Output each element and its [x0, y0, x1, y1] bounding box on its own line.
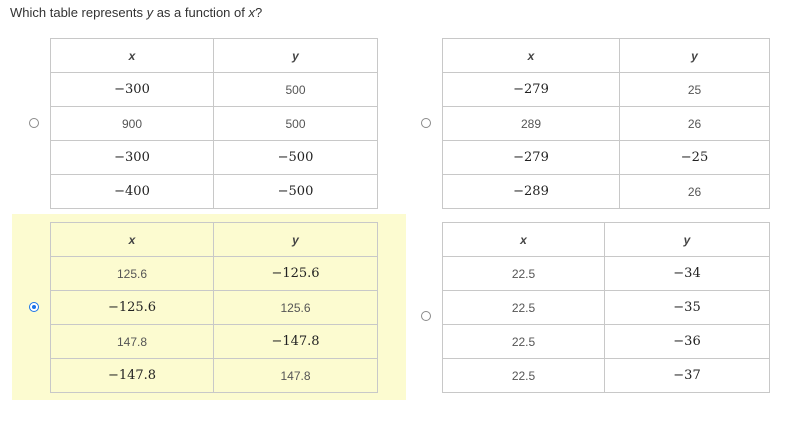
table-header-x: x — [51, 223, 214, 257]
table-header-x: x — [443, 39, 620, 73]
table-row — [443, 73, 770, 107]
table-row — [51, 107, 378, 141]
value-table-d — [442, 222, 770, 393]
question-var-x: x — [248, 5, 255, 20]
table-row — [51, 291, 378, 325]
table-row — [443, 107, 770, 141]
question-var-y: y — [146, 5, 154, 20]
question-suffix: ? — [254, 5, 263, 20]
table-cell: 26 — [620, 175, 770, 209]
table-row — [443, 141, 770, 175]
answer-option-a[interactable] — [10, 33, 400, 211]
table-row — [443, 325, 770, 359]
table-cell: 500 — [214, 107, 378, 141]
table-row — [51, 141, 378, 175]
value-table-a — [50, 38, 378, 209]
table-cell: 22.5 — [443, 359, 605, 393]
table-header-y: y — [214, 223, 378, 257]
table-cell: −279 — [443, 141, 620, 175]
table-cell: −37 — [605, 359, 770, 393]
table-header-x: x — [51, 39, 214, 73]
table-row — [443, 291, 770, 325]
table-cell: −125.6 — [214, 257, 378, 291]
table-row — [51, 175, 378, 209]
question-middle: as a function of — [153, 5, 249, 20]
table-cell: 147.8 — [51, 325, 214, 359]
table-cell: −36 — [605, 325, 770, 359]
table-cell: 22.5 — [443, 257, 605, 291]
table-cell: 22.5 — [443, 291, 605, 325]
table-cell: 147.8 — [214, 359, 378, 393]
table-cell: −279 — [443, 73, 620, 107]
value-table-c — [50, 222, 378, 393]
table-cell: −147.8 — [51, 359, 214, 393]
table-cell: 26 — [620, 107, 770, 141]
radio-button-option-b[interactable] — [421, 118, 431, 128]
table-cell: 125.6 — [51, 257, 214, 291]
radio-button-option-d[interactable] — [421, 311, 431, 321]
table-header-x: x — [443, 223, 605, 257]
radio-button-option-c[interactable] — [29, 302, 39, 312]
answer-option-c[interactable] — [12, 214, 406, 400]
table-header-y: y — [605, 223, 770, 257]
table-row — [443, 359, 770, 393]
table-cell: 500 — [214, 73, 378, 107]
table-row — [51, 359, 378, 393]
table-cell: 25 — [620, 73, 770, 107]
answer-option-b[interactable] — [410, 33, 790, 211]
table-header-y: y — [214, 39, 378, 73]
table-row — [51, 73, 378, 107]
table-header-y: y — [620, 39, 770, 73]
table-cell: −34 — [605, 257, 770, 291]
table-cell: −300 — [51, 141, 214, 175]
question-text — [10, 5, 262, 20]
table-row — [51, 325, 378, 359]
table-cell: −500 — [214, 141, 378, 175]
table-row — [51, 257, 378, 291]
table-cell: 900 — [51, 107, 214, 141]
table-cell: −35 — [605, 291, 770, 325]
question-prefix: Which table represents — [10, 5, 147, 20]
table-cell: −300 — [51, 73, 214, 107]
radio-button-option-a[interactable] — [29, 118, 39, 128]
table-cell: −125.6 — [51, 291, 214, 325]
table-cell: −289 — [443, 175, 620, 209]
table-row — [443, 175, 770, 209]
table-cell: −25 — [620, 141, 770, 175]
table-cell: 22.5 — [443, 325, 605, 359]
table-cell: −500 — [214, 175, 378, 209]
table-cell: −400 — [51, 175, 214, 209]
table-cell: −147.8 — [214, 325, 378, 359]
table-row — [443, 257, 770, 291]
table-cell: 125.6 — [214, 291, 378, 325]
value-table-b — [442, 38, 770, 209]
table-cell: 289 — [443, 107, 620, 141]
answer-option-d[interactable] — [410, 214, 790, 400]
